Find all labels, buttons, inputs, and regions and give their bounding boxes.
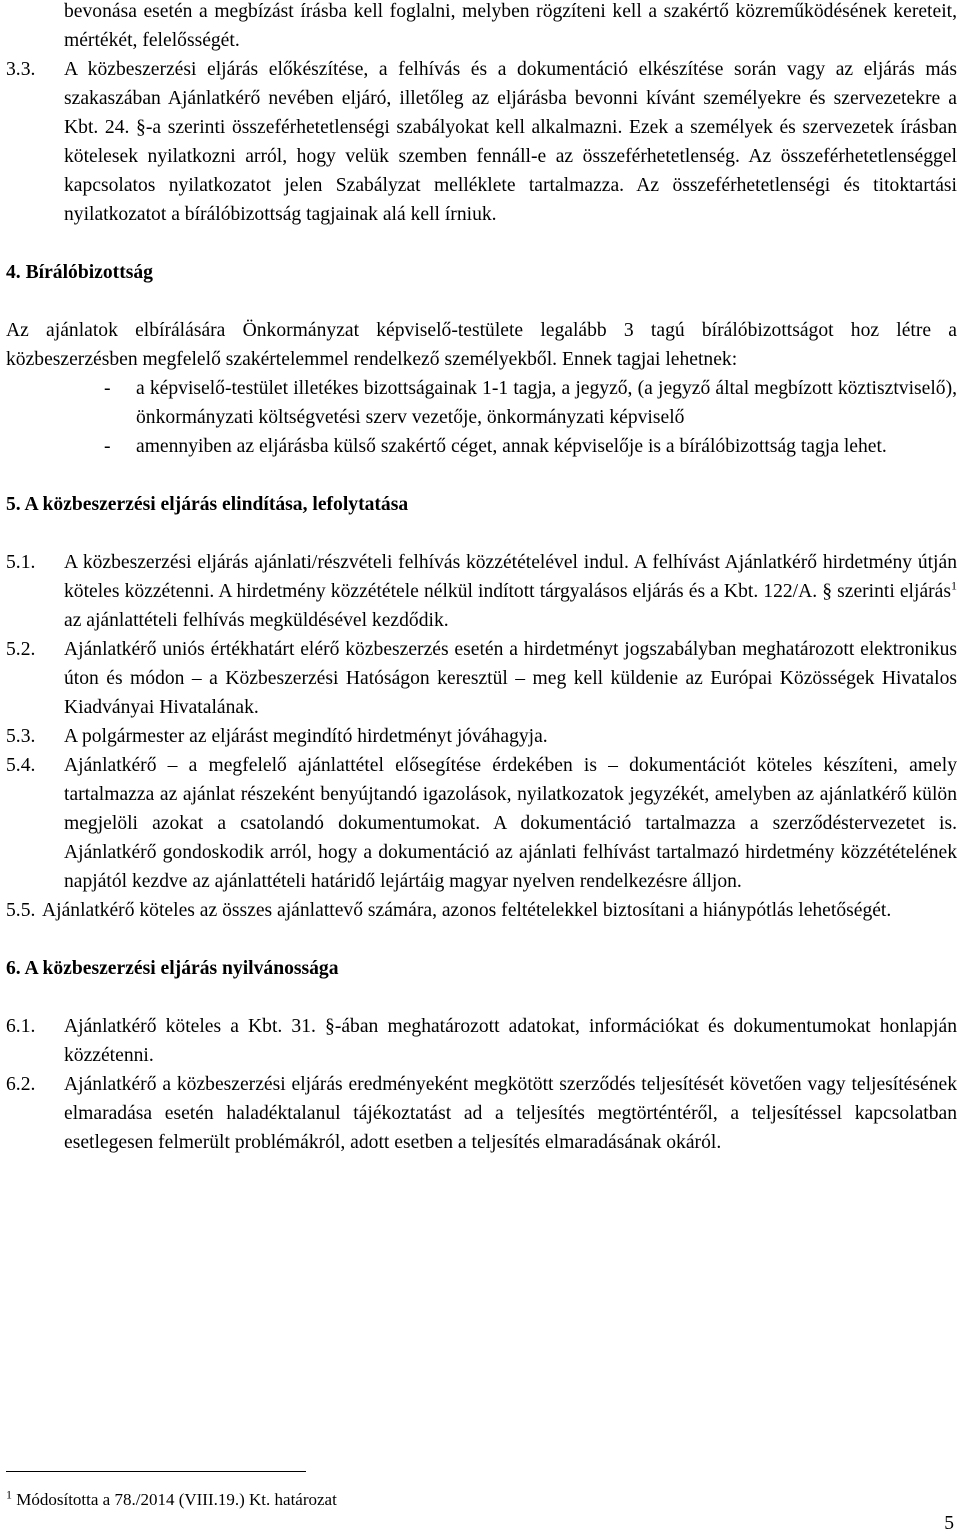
footnote-separator [6, 1471, 306, 1472]
section-number: 5.2. [6, 639, 36, 660]
section-5-1 [6, 548, 957, 635]
section-number: 6.1. [6, 1016, 36, 1037]
footnote-text: Módosította a 78./2014 (VIII.19.) Kt. határozat [12, 1490, 337, 1509]
section-text: Ajánlatkérő köteles a Kbt. 31. §-ában meghatározott adatokat, információkat és dokumentumokat honlapján közzétenni. [64, 1016, 957, 1066]
section-5-2 [6, 635, 957, 722]
section-number: 6.2. [6, 1074, 36, 1095]
section-text-part: az ajánlattételi felhívás megküldésével kezdődik. [64, 610, 449, 631]
footnote-ref[interactable]: 1 [951, 578, 957, 593]
section-5-4 [6, 751, 957, 896]
section-number: 3.3. [6, 59, 36, 80]
section-5-3 [6, 722, 957, 751]
page-number: 5 [944, 1513, 954, 1534]
list-item-text: amennyiben az eljárásba külső szakértő céget, annak képviselője is a bírálóbizottság tagja lehet. [136, 436, 887, 457]
section-text-part: A közbeszerzési eljárás ajánlati/részvételi felhívás közzétételével indul. A felhívást Ajánlatkérő hirdetmény útján köteles közzétenni. A hirdetmény közzététele nélkül indított tárgyalásos eljárás és a Kbt. 122/A. § szerinti eljárás [64, 552, 957, 602]
footnote [6, 1489, 337, 1511]
document-page [6, 0, 957, 1157]
section-number: 5.1. [6, 552, 36, 573]
section-6-1 [6, 1012, 957, 1070]
section-number: 5.3. [6, 726, 36, 747]
heading-6: 6. A közbeszerzési eljárás nyilvánossága [6, 958, 339, 979]
section-text: A közbeszerzési eljárás előkészítése, a felhívás és a dokumentáció elkészítése során vagy az eljárás más szakaszában Ajánlatkérő nevében eljáró, illetőleg az eljárásba bevonni kívánt személyekre és szervezetekre a Kbt. 24. §-a szerinti összeférhetetlenségi szabályokat kell alkalmazni. Ezek a személyek és szervezetek írásban kötelesek nyilatkozni arról, hogy velük szemben fennáll-e az összeférhetetlenség. Az összeférhetetlenséggel kapcsolatos nyilatkozatot jelen Szabályzat melléklete tartalmazza. Az összeférhetetlenségi és titoktartási nyilatkozatot a bírálóbizottság tagjainak alá kell írniuk. [64, 59, 957, 225]
list-bullet: - [104, 378, 111, 399]
heading-5: 5. A közbeszerzési eljárás elindítása, lefolytatása [6, 494, 409, 515]
section-number: 5.5. [6, 900, 36, 921]
list-item-text: a képviselő-testület illetékes bizottságainak 1-1 tagja, a jegyző, (a jegyző által megbízott köztisztviselő), önkormányzati költségvetési szerv vezetője, önkormányzati képviselő [136, 378, 957, 428]
section-5-5 [6, 896, 957, 925]
section-text: Ajánlatkérő – a megfelelő ajánlattétel elősegítése érdekében is – dokumentációt köteles készíteni, amely tartalmazza az ajánlat részeként benyújtandó igazolások, nyilatkozatok jegyzékét, amelyben az ajánlatkérő külön megjelöli azokat a csatolandó dokumentumokat. A dokumentáció tartalmazza a szerződéstervezetet is. Ajánlatkérő gondoskodik arról, hogy a dokumentáció az ajánlati felhívást tartalmazó hirdetmény közzétételének napjától kezdve az ajánlattételi határidő lejártáig magyar nyelven rendelkezésre álljon. [64, 755, 957, 892]
heading-4: 4. Bírálóbizottság [6, 262, 153, 283]
section-text: Ajánlatkérő uniós értékhatárt elérő közbeszerzés esetén a hirdetményt jogszabályban meghatározott elektronikus úton és módon – a Közbeszerzési Hatóságon keresztül – meg kell küldenie az Európai Közösségek Hivatalos Kiadványai Hivatalának. [64, 639, 957, 718]
list-bullet: - [104, 436, 111, 457]
section-text: Ajánlatkérő a közbeszerzési eljárás eredményeként megkötött szerződés teljesítését követően vagy teljesítésének elmaradása esetén haladéktalanul tájékoztatást ad a teljesítés megtörténtéről, a teljesítéssel kapcsolatban esetlegesen felmerült problémákról, adott esetben a teljesítés elmaradásának okáról. [64, 1074, 957, 1153]
paragraph-4: Az ajánlatok elbírálására Önkormányzat képviselő-testülete legalább 3 tagú bírálóbizottságot hoz létre a közbeszerzésben megfelelő szakértelemmel rendelkező személyekből. Ennek tagjai lehetnek: [6, 320, 957, 370]
section-text: Ajánlatkérő köteles az összes ajánlattevő számára, azonos feltételekkel biztosítani a hiánypótlás lehetőségét. [42, 900, 892, 921]
section-3-3 [6, 55, 957, 229]
section-number: 5.4. [6, 755, 36, 776]
paragraph-continuation: bevonása esetén a megbízást írásba kell foglalni, melyben rögzíteni kell a szakértő közreműködésének kereteit, mértékét, felelősségét. [64, 1, 957, 51]
section-text: A polgármester az eljárást megindító hirdetményt jóváhagyja. [64, 726, 548, 747]
section-text [64, 548, 957, 635]
list-item [6, 432, 957, 461]
list-item [6, 374, 957, 432]
section-6-2 [6, 1070, 957, 1157]
footnote-number: 1 [6, 1487, 12, 1502]
